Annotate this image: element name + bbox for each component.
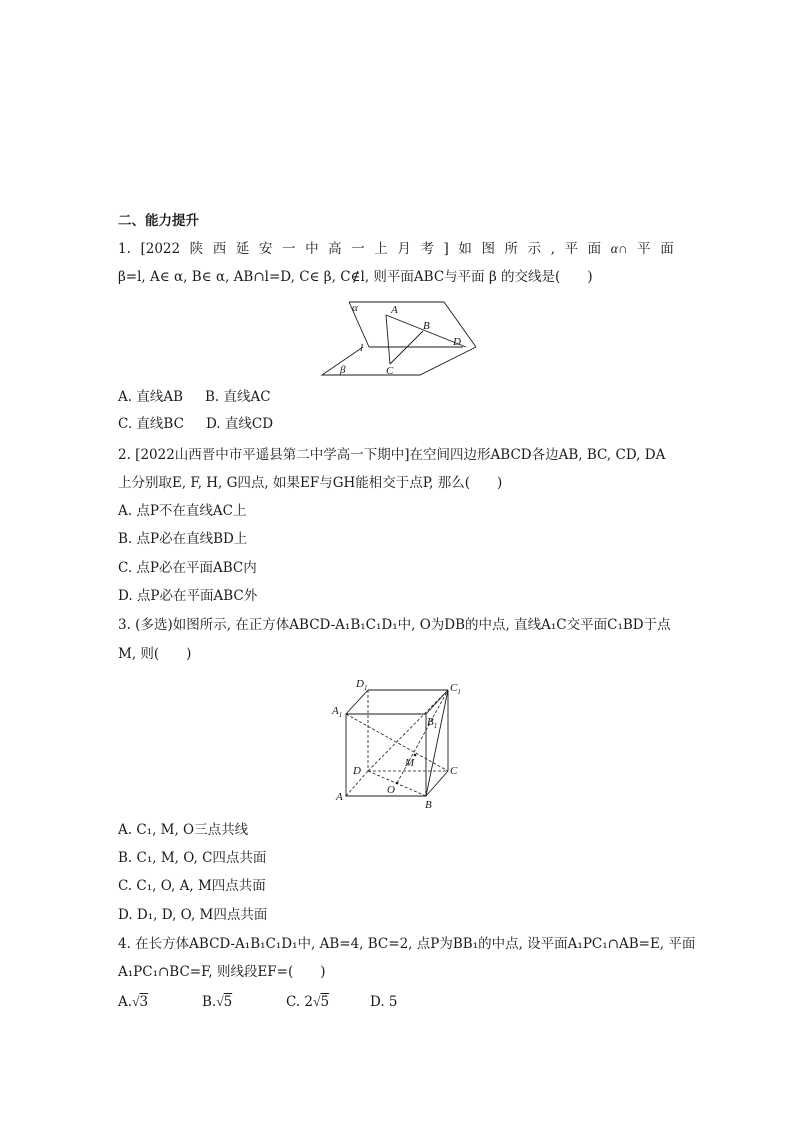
q3-option-c[interactable]: C. C₁, O, A, M四点共面 [118,878,266,894]
q4-stem-line2: A₁PC₁∩BC=F, 则线段EF=( ) [118,964,326,980]
edge-a1-d1 [346,690,368,714]
q1-stem-token: α∩ [610,241,628,256]
q1-stem-token: 考 [420,241,434,257]
label-c: C [386,365,394,377]
point-o [396,782,399,785]
label-beta: β [340,364,346,376]
q1-stem-token: 安 [258,241,273,257]
q1-stem-line1 [118,239,674,259]
label-d1: $D_1$ [356,678,368,692]
sqrt-icon: √ [313,994,321,1009]
label-o: O [387,784,395,796]
q2-option-b[interactable]: B. 点P必在直线BD上 [118,531,248,547]
q1-stem-token: 延 [235,241,250,257]
q1-stem-token: 上 [374,241,388,257]
q1-stem-token: 平 [564,241,579,257]
segment-cb [390,331,423,364]
q3-cube-figure [326,675,466,811]
label-b1: $B_1$ [427,716,438,730]
label-d: D [453,336,461,348]
q3-stem-line2: M, 则( ) [118,646,192,662]
edge-b-c [426,771,448,796]
q3-option-d[interactable]: D. D₁, D, O, M四点共面 [118,907,268,923]
q1-stem-token: [2022 [140,241,181,257]
q1-stem-token: 图 [481,241,495,257]
q4-option-c[interactable]: C. 2√5 [286,994,330,1010]
label-l: l [360,342,364,354]
q1-stem-token: 一 [351,241,365,257]
q4-stem-line1: 4. 在长方体ABCD-A₁B₁C₁D₁中, AB=4, BC=2, 点P为BB₁的中点, 设平面A₁PC₁∩AB=E, 平面 [118,936,696,952]
q1-stem-token: 面 [660,241,674,257]
q1-stem-token: 面 [587,241,602,257]
q4-option-b[interactable]: B.√5 [202,994,233,1010]
q1-stem-token: 如 [458,241,472,257]
q1-stem-line2: β=l, A∈ α, B∈ α, AB∩l=D, C∈ β, C∉l, 则平面ABC与平面 β 的交线是( ) [118,269,593,285]
q2-option-a[interactable]: A. 点P不在直线AC上 [118,503,247,519]
section-title: 二、能力提升 [118,213,199,229]
segment-o-c1-hidden [397,690,448,783]
q3-stem-line1: 3. (多选)如图所示, 在正方体ABCD-A₁B₁C₁D₁中, O为DB的中点, 直线A₁C交平面C₁BD于点 [118,617,671,633]
q4-option-a[interactable]: A.√3 [118,994,149,1010]
q2-option-c[interactable]: C. 点P必在平面ABC内 [118,560,257,576]
label-c1: $C_1$ [450,682,461,696]
q3-option-b[interactable]: B. C₁, M, O, C四点共面 [118,850,267,866]
q1-stem-token: 月 [397,241,411,257]
label-b: B [423,320,430,332]
q1-stem-token: 平 [637,241,651,257]
label-b: B [425,799,432,811]
label-a: A [391,304,398,316]
q1-options-row2 [118,414,273,434]
segment-ac [386,315,390,364]
label-d: D [353,765,361,777]
label-alpha: α [352,302,358,314]
q1-stem-token: 一 [281,241,296,257]
q1-option-a[interactable]: A. 直线AB [118,389,184,405]
q1-figure [316,293,488,377]
q1-stem-token: ] [443,241,449,257]
q1-stem-token: 示 [527,241,542,257]
q1-option-b[interactable]: B. 直线AC [205,389,271,405]
q1-stem-token: 陕 [189,241,204,257]
segment-c1-b [426,690,448,796]
label-c: C [450,765,458,777]
q1-options-row1 [118,387,271,407]
q1-option-c[interactable]: C. 直线BC [118,416,184,432]
q1-stem-token: 中 [305,241,319,257]
q1-stem-token: 1. [118,241,131,257]
q2-stem-line2: 上分别取E, F, H, G四点, 如果EF与GH能相交于点P, 那么( ) [118,475,503,491]
q2-stem-line1: 2. [2022山西晋中市平遥县第二中学高一下期中]在空间四边形ABCD各边AB, BC, CD, DA [118,447,666,463]
q3-option-a[interactable]: A. C₁, M, O三点共线 [118,822,249,838]
q1-stem-token: 所 [504,241,519,257]
sqrt-icon: √ [132,994,140,1009]
q4-options-row [118,992,398,1012]
label-m: M [405,757,415,769]
q2-option-d[interactable]: D. 点P必在平面ABC外 [118,588,258,604]
q1-stem-token: 西 [212,241,227,257]
q1-stem-token: 高 [328,241,342,257]
sqrt-icon: √ [216,994,224,1009]
label-a: A [336,791,343,803]
q4-option-d[interactable]: D. 5 [370,994,398,1010]
point-m [414,754,417,757]
label-a1: $A_1$ [332,705,343,719]
q1-option-d[interactable]: D. 直线CD [205,416,274,432]
q1-stem-token: , [550,241,555,257]
